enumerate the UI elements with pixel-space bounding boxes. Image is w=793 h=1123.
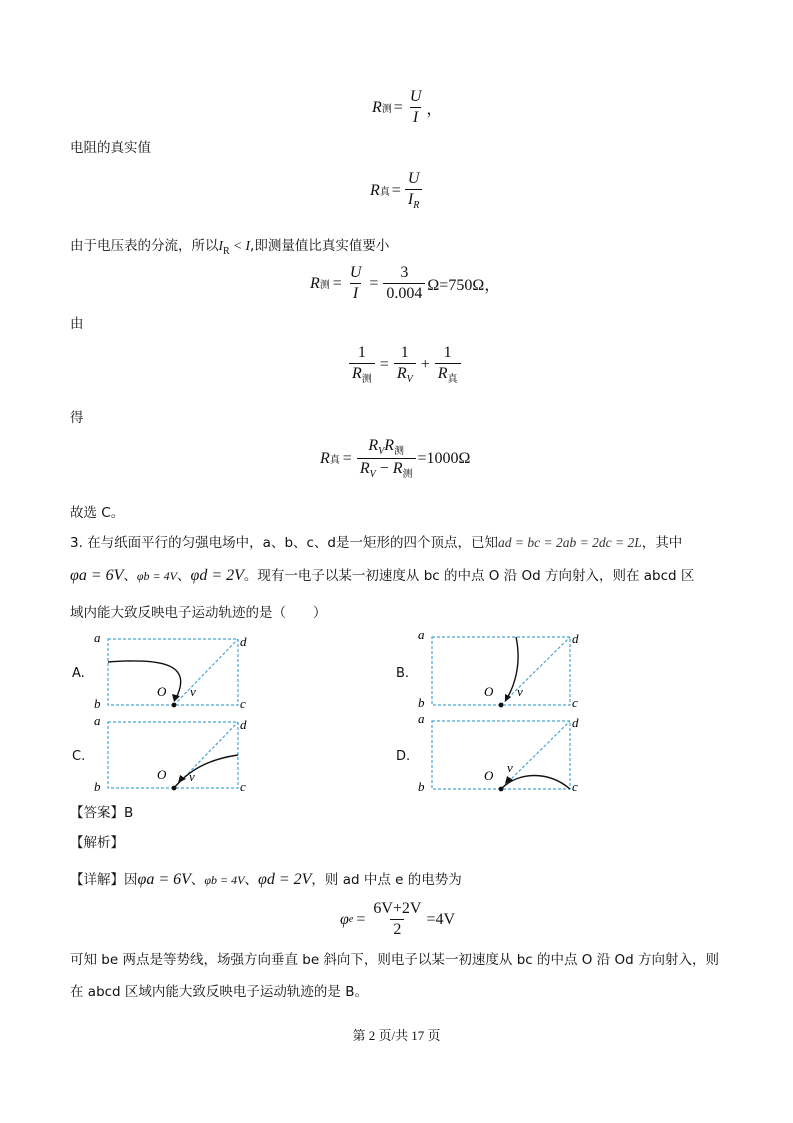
eq-numerator: U [407, 170, 420, 187]
option-b-label: B. [396, 666, 410, 681]
label-o: O [157, 684, 167, 699]
equation-r-true: R 真 = $\frac{U}{I_R}$ [370, 170, 424, 211]
label-a: a [94, 713, 101, 728]
eq-numerator: 1 [400, 344, 409, 361]
eq-equals: = [332, 274, 342, 292]
option-c-figure [90, 711, 250, 799]
analysis-label: 【解析】 [70, 835, 124, 851]
eq-subscript: 真 [329, 455, 340, 466]
question-3-line-3: 域内能大致反映电子运动轨迹的是（ ） [70, 605, 327, 621]
trajectory [108, 661, 181, 700]
q3-phi-b: φb = 4V [136, 569, 177, 583]
label-a: a [94, 630, 101, 645]
eq-plus: + [420, 355, 430, 373]
eq-symbol: R [370, 181, 380, 199]
eq-tail: =4V [426, 910, 456, 928]
point-o [172, 786, 177, 791]
point-o [499, 787, 504, 792]
q3-phi-d: φd = 2V [190, 567, 244, 584]
option-b-figure [414, 625, 584, 713]
eq-subscript: V [406, 374, 413, 385]
eq-subscript: V [369, 469, 376, 480]
eq-denominator: R [392, 460, 403, 477]
eq-numerator: 6V+2V [373, 900, 422, 917]
eq-tail: ， [426, 101, 443, 118]
q3-phi-a: φa = 6V [70, 567, 124, 584]
option-d-figure [414, 709, 584, 797]
eq-numerator: R [384, 437, 394, 454]
option-a-figure [90, 628, 250, 716]
equation-parallel-resistance: $\frac{1}{R_测}$ = $\frac{1}{R_V}$ + $\frac{1}{R_真}$ [347, 344, 463, 385]
reason-ir: I [218, 238, 223, 253]
label-v: v [189, 769, 195, 784]
point-o [172, 703, 177, 708]
equation-r-true-value: R 真 = $\frac{R_VR_测}{R_V - R_测}$ =1000Ω [320, 437, 471, 480]
q3-sep: 、 [177, 568, 191, 584]
eq-subscript: V [378, 446, 385, 457]
q3-tail: ，其中 [641, 535, 683, 551]
eq-symbol: φ [340, 910, 349, 928]
detail-sep: 、 [190, 872, 205, 888]
label-b: b [418, 695, 425, 710]
eq-symbol: R [310, 274, 320, 292]
eq-subscript: 测 [402, 469, 413, 480]
eq-numerator: U [349, 264, 362, 281]
label-c: c [572, 695, 578, 710]
eq-denominator: R [359, 460, 370, 477]
eq-symbol: R [320, 449, 330, 467]
detail-post: ，则 ad 中点 e 的电势为 [311, 872, 462, 888]
label-d: d [240, 717, 247, 732]
label-d: d [240, 634, 247, 649]
eq-numerator: U [409, 88, 422, 105]
rect [432, 637, 570, 705]
equation-phi-e: φ e = $\frac{6V+2V}{2}$ =4V [340, 900, 456, 938]
option-d-label: D. [396, 749, 411, 764]
q3-tail: 。现有一电子以某一初速度从 bc 的中点 O 沿 Od 方向射入，则在 abcd 区 [243, 568, 695, 584]
eq-denominator: I [350, 283, 361, 303]
diagonal-od [501, 637, 570, 705]
answer-text: 【答案】B [70, 805, 134, 821]
eq-symbol: R [372, 98, 382, 116]
page-footer: 第 2 页/共 17 页 [352, 1028, 441, 1043]
equation-r-measured-value: R 测 = $\frac{U}{I}$ = $\frac{3}{0.004}$ Ω=750Ω， [310, 264, 501, 302]
trajectory [174, 755, 238, 788]
label-b: b [94, 779, 101, 794]
label-v: v [517, 684, 523, 699]
option-c-label: C. [72, 749, 86, 764]
eq-numerator: 1 [357, 344, 366, 361]
diagonal-od [501, 721, 570, 789]
q3-text: 3. 在与纸面平行的匀强电场中，a、b、c、d是一矩形的四个顶点，已知 [70, 535, 499, 551]
eq-subscript: 真 [447, 374, 458, 385]
question-3-line-2 [70, 567, 694, 585]
eq-denominator: R [396, 365, 407, 382]
reason-ir-sub: R [223, 246, 230, 257]
label-o: O [484, 684, 494, 699]
eq-subscript: 测 [361, 374, 372, 385]
detail-sep: 、 [244, 872, 258, 888]
option-a-label: A. [72, 666, 85, 681]
conclusion-line-1: 可知 be 两点是等势线，场强方向垂直 be 斜向下，则电子以某一初速度从 bc 的中点 O 沿 Od 方向射入，则 [70, 952, 719, 968]
eq-numerator: R [368, 437, 379, 454]
label-c: c [240, 779, 246, 794]
eq-denominator: R [352, 365, 362, 382]
point-o [499, 703, 504, 708]
question-3-line-1 [70, 534, 682, 552]
eq-denominator: R [437, 365, 448, 382]
eq-tail: Ω=750Ω， [427, 277, 501, 294]
label-b: b [94, 696, 101, 711]
text-voltmeter-shunt [70, 237, 389, 261]
eq-subscript: 测 [319, 280, 330, 291]
reason-post: ,即测量值比真实值要小 [250, 238, 390, 254]
eq-denominator: 2 [390, 919, 404, 939]
label-b: b [418, 779, 425, 794]
detail-phi-b: φb = 4V [204, 873, 245, 887]
eq-denominator: 0.004 [383, 283, 425, 303]
eq-subscript: 真 [379, 187, 390, 198]
label-o: O [484, 768, 494, 783]
eq-subscript: R [413, 200, 420, 211]
detail-phi-a: φa = 6V [137, 871, 191, 888]
eq-tail: =1000Ω [417, 449, 471, 467]
reason-pre: 由于电压表的分流，所以 [70, 238, 219, 254]
detail-pre: 【详解】因 [70, 872, 138, 888]
label-v: v [190, 684, 196, 699]
eq-subscript: 测 [394, 446, 404, 457]
eq-denominator: I [410, 107, 421, 127]
eq-subscript: 测 [381, 104, 392, 115]
label-c: c [240, 696, 246, 711]
detail-line [70, 871, 462, 889]
label-a: a [418, 627, 425, 642]
text-choose-c: 故选 C。 [70, 505, 125, 521]
rect [432, 721, 570, 789]
eq-minus: − [375, 460, 393, 477]
q3-sep: 、 [123, 568, 137, 584]
label-d: d [572, 715, 579, 730]
conclusion-line-2: 在 abcd 区域内能大致反映电子运动轨迹的是 B。 [70, 984, 368, 1000]
diagonal-od [174, 639, 238, 705]
rect [108, 722, 238, 788]
eq-denominator: I [407, 191, 414, 208]
text-you: 由 [70, 316, 84, 332]
label-v: v [507, 760, 513, 775]
label-c: c [572, 779, 578, 794]
equation-r-measured: R 测 = $\frac{U}{I}$ ， [372, 88, 443, 126]
eq-subscript: e [348, 914, 354, 925]
label-a: a [418, 711, 425, 726]
label-d: d [572, 631, 579, 646]
eq-numerator: 1 [443, 344, 452, 361]
text-de: 得 [70, 410, 84, 426]
label-o: O [157, 767, 167, 782]
q3-condition: ad = bc = 2ab = 2dc = 2L [498, 535, 642, 550]
detail-phi-d: φd = 2V [258, 871, 312, 888]
trajectory [501, 776, 570, 790]
text-true-value: 电阻的真实值 [70, 140, 151, 156]
reason-lt: < I [229, 238, 251, 253]
eq-numerator: 3 [400, 264, 409, 281]
